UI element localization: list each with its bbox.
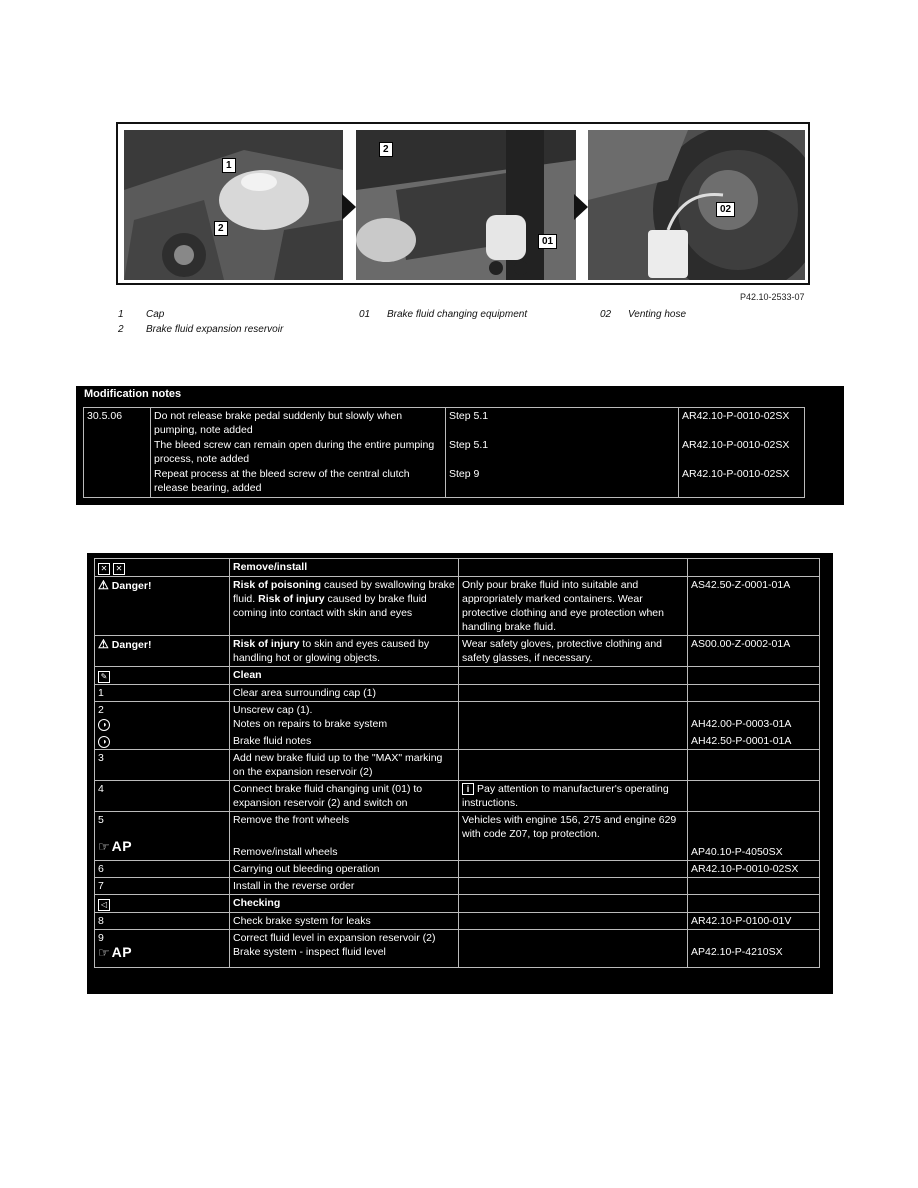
note-icon: ◑ <box>98 719 110 731</box>
clean-icon: ✎ <box>98 671 110 683</box>
table-row <box>95 685 820 702</box>
step-number: 1 <box>95 685 230 702</box>
modification-text: Repeat process at the bleed screw of the central clutch release bearing, added <box>154 468 410 494</box>
callout-2: 2 <box>379 142 393 157</box>
modification-step: Step 5.1 <box>449 410 489 422</box>
pointing-hand-icon: ☞ <box>98 945 110 960</box>
danger-label: Danger! <box>111 639 152 651</box>
table-row <box>95 702 820 750</box>
step-subtext: Remove/install wheels <box>233 846 338 858</box>
ap-label: AP <box>111 944 133 960</box>
table-row <box>95 812 820 861</box>
next-arrow <box>342 194 356 220</box>
document-link[interactable]: AH42.50-P-0001-01A <box>691 735 792 747</box>
document-link[interactable]: AR42.10-P-0100-01V <box>688 913 820 930</box>
procedure-table <box>94 558 820 968</box>
modification-date: 30.5.06 <box>84 408 151 498</box>
table-row <box>95 781 820 812</box>
step-number: 9 <box>98 932 104 944</box>
step-text: Connect brake fluid changing unit (01) to expansion reservoir (2) and switch on <box>230 781 459 812</box>
legend-item: 01 Brake fluid changing equipment <box>359 309 528 320</box>
callout-01: 01 <box>538 234 557 249</box>
step-subtext: Notes on repairs to brake system <box>233 718 388 730</box>
step-number: 2 <box>98 704 104 716</box>
legend-item: 1 Cap <box>118 309 165 320</box>
danger-label: Danger! <box>111 580 152 592</box>
callout-02: 02 <box>716 202 735 217</box>
step-subtext: Brake fluid notes <box>233 735 312 747</box>
document-link[interactable]: AP42.10-P-4210SX <box>691 946 783 958</box>
warning-icon: ⚠ <box>98 578 109 592</box>
section-heading: Checking <box>230 895 459 913</box>
legend-item: 2 Brake fluid expansion reservoir <box>118 324 284 335</box>
legend-item: 02 Venting hose <box>600 309 687 320</box>
step-text: Clear area surrounding cap (1) <box>230 685 459 702</box>
step-number: 5 <box>98 814 104 826</box>
step-number: 4 <box>95 781 230 812</box>
step-text: Unscrew cap (1). <box>233 704 313 716</box>
document-link[interactable]: AH42.00-P-0003-01A <box>691 718 792 730</box>
document-link[interactable]: AP40.10-P-4050SX <box>691 846 783 858</box>
step-text: Install in the reverse order <box>230 878 459 895</box>
info-note: Pay attention to manufacturer's operating instructions. <box>462 783 669 809</box>
safety-note: Only pour brake fluid into suitable and appropriately marked containers. Wear protective clothing and eye protection when handling brake fluid. <box>459 577 688 636</box>
document-link[interactable]: AS42.50-Z-0001-01A <box>688 577 820 636</box>
step-text: Add new brake fluid up to the "MAX" marking on the expansion reservoir (2) <box>230 750 459 781</box>
document-link[interactable]: AR42.10-P-0010-02SX <box>688 861 820 878</box>
note-icon: ◑ <box>98 736 110 748</box>
step-number: 3 <box>95 750 230 781</box>
table-row <box>95 913 820 930</box>
pointing-hand-icon: ☞ <box>98 839 110 854</box>
step-number: 8 <box>95 913 230 930</box>
next-arrow <box>574 194 588 220</box>
remove-icon: ✕ <box>98 563 110 575</box>
step-number: 7 <box>95 878 230 895</box>
procedure-panel <box>87 553 833 994</box>
step-number: 6 <box>95 861 230 878</box>
step-text: Check brake system for leaks <box>230 913 459 930</box>
table-row <box>95 559 820 577</box>
modification-notes-title: Modification notes <box>84 388 182 400</box>
modification-text: Do not release brake pedal suddenly but slowly when pumping, note added <box>154 410 403 436</box>
callout-1: 1 <box>222 158 236 173</box>
table-row <box>95 667 820 685</box>
modification-step: Step 9 <box>449 468 480 480</box>
modification-notes <box>76 386 844 505</box>
ap-label: AP <box>111 838 133 854</box>
modification-notes-table <box>83 407 805 498</box>
callout-2: 2 <box>214 221 228 236</box>
step-note: Vehicles with engine 156, 275 and engine 629 with code Z07, top protection. <box>459 812 688 861</box>
modification-ref: AR42.10-P-0010-02SX <box>682 439 790 451</box>
checking-icon: ◁ <box>98 899 110 911</box>
info-icon: i <box>462 783 474 795</box>
document-link[interactable]: AS00.00-Z-0002-01A <box>688 636 820 667</box>
step-text: Correct fluid level in expansion reservoir (2) <box>233 932 436 944</box>
safety-note: Wear safety gloves, protective clothing and safety glasses, if necessary. <box>459 636 688 667</box>
table-row: ⚠ Danger! Risk of poisoning caused by swallowing brake fluid. Risk of injury caused by brake fluid coming into contact with skin and eyes Only pour brake fluid into suitable and appropriately marked containers. Wear protective clothing and eye protection when handling brake fluid. AS42.50-Z-0001-01A <box>95 577 820 636</box>
modification-step: Step 5.1 <box>449 439 489 451</box>
table-row <box>95 750 820 781</box>
step-text: Remove the front wheels <box>233 814 350 826</box>
photo-wheel-venting <box>588 130 805 280</box>
photo-engine-bay <box>124 130 343 280</box>
procedure-figure <box>116 122 810 285</box>
modification-ref: AR42.10-P-0010-02SX <box>682 468 790 480</box>
table-row <box>95 878 820 895</box>
table-row <box>95 861 820 878</box>
table-row <box>95 930 820 968</box>
table-row <box>95 895 820 913</box>
figure-code: P42.10-2533-07 <box>740 292 805 302</box>
table-row: ⚠ Danger! Risk of injury to skin and eyes caused by handling hot or glowing objects. Wear safety gloves, protective clothing and safety glasses, if necessary. AS00.00-Z-0002-01A <box>95 636 820 667</box>
step-text: Carrying out bleeding operation <box>230 861 459 878</box>
warning-icon: ⚠ <box>98 637 109 651</box>
section-heading: Clean <box>230 667 459 685</box>
modification-ref: AR42.10-P-0010-02SX <box>682 410 790 422</box>
install-icon: ✕ <box>113 563 125 575</box>
section-heading: Remove/install <box>230 559 459 577</box>
step-subtext: Brake system - inspect fluid level <box>233 946 386 958</box>
modification-text: The bleed screw can remain open during the entire pumping process, note added <box>154 439 435 465</box>
